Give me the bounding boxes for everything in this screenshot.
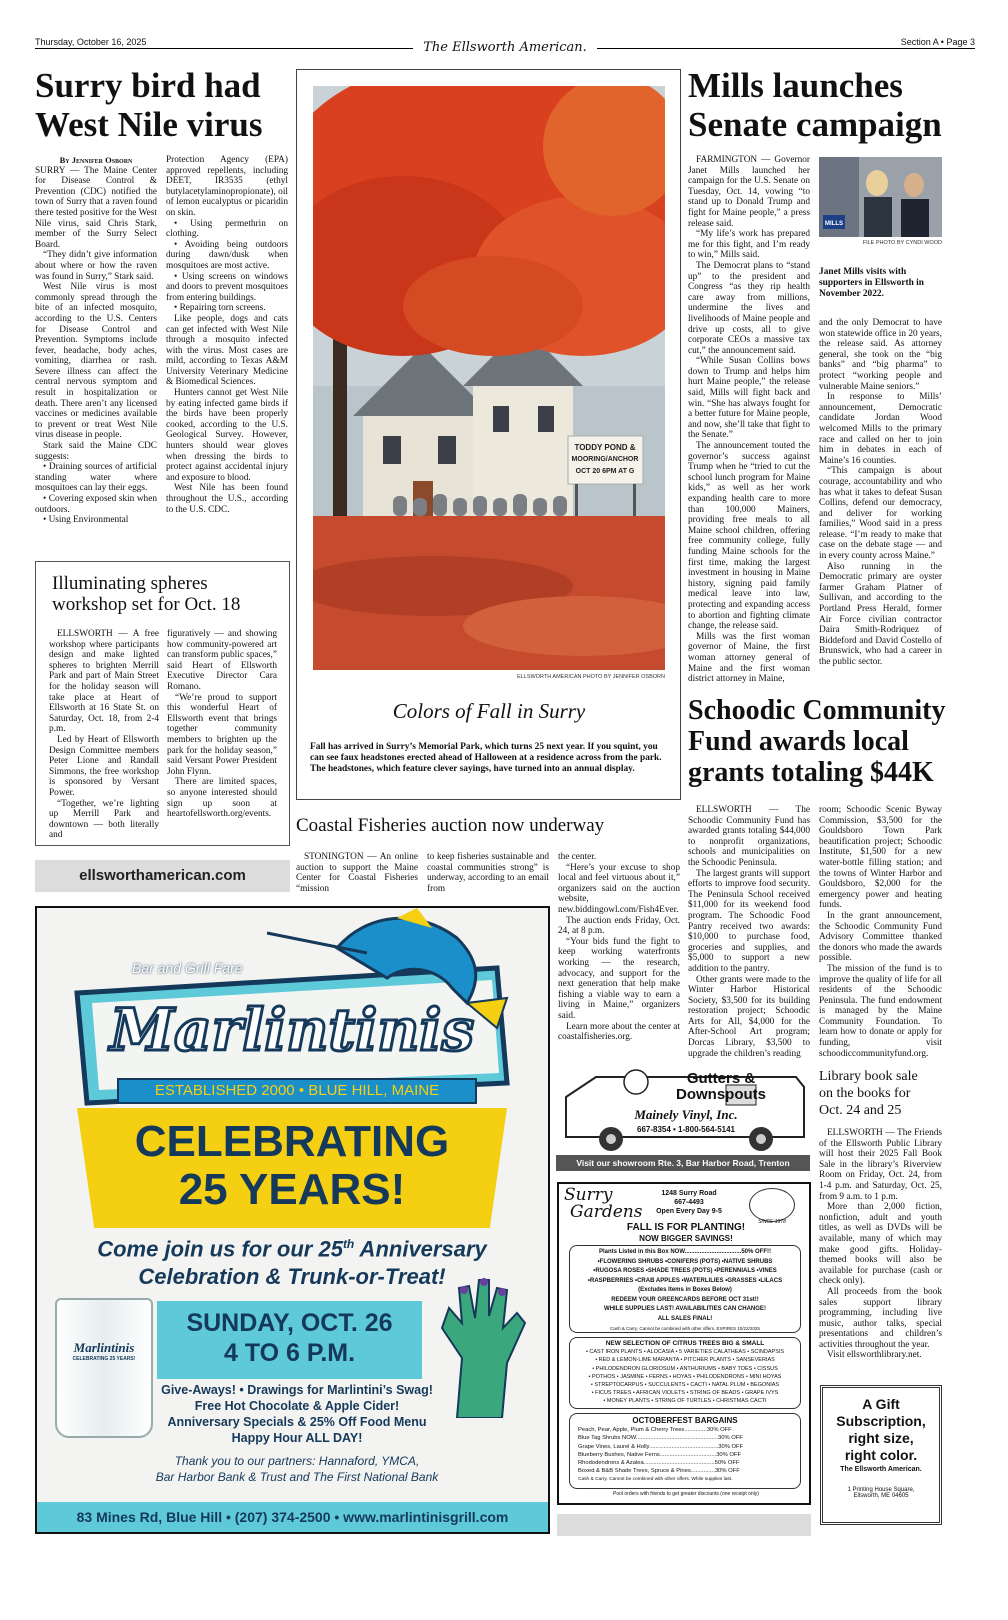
flower-icon bbox=[749, 1188, 795, 1222]
fall-photo bbox=[313, 86, 665, 670]
library-headline: Library book sale on the books for Oct. 24 and 25 bbox=[819, 1069, 918, 1118]
anniversary-invite: Come join us for our 25th Anniversary Celebration & Trunk-or-Treat! bbox=[97, 1236, 487, 1290]
gardens-headline: FALL IS FOR PLANTING! bbox=[626, 1222, 746, 1233]
gardens-box-3: OCTOBERFEST BARGAINS Peach, Pear, Apple, Plum & Cherry Trees..............30% OFF Blue Tag Shrubs NOW...................................................30% OFF Grape Vines, Laurel & Holly...........................................30% OFF Blueberry Bushes, Native Ferns...................................30% OFF Rhododendrons & Azalea............................................50% OFF Boxed & B&B Shade Trees, Spruce & Pines...............30% OFF Cash & Carry. Cannot be combined with other offers. While supplies last. bbox=[569, 1413, 801, 1489]
gift-line-3: right size, bbox=[848, 1430, 914, 1446]
issue-date: Thursday, October 16, 2025 bbox=[35, 37, 147, 47]
gift-address-1: 1 Printing House Square, bbox=[847, 1487, 915, 1493]
mills-headline: Mills launches Senate campaign bbox=[688, 66, 942, 144]
mainely-showroom: Visit our showroom Rte. 3, Bar Harbor Road, Trenton bbox=[556, 1155, 810, 1171]
mills-photo-graphic bbox=[819, 157, 942, 237]
gift-address-2: Ellsworth, ME 04605 bbox=[853, 1493, 909, 1499]
spheres-col2: figuratively — and showing how community-powered art can transform public spaces,” said Heart of Ellsworth Executive Director Cara Romano. “We’re proud to support this wonderful Heart of Ellsworth event that brings together community members to brighten up the park for the holiday season,” said Versant Power President John Flynn. There are limited spaces, so anyone interested should sign up soon at heartofellsworth.org/events. bbox=[167, 629, 277, 820]
since-text: SINCE 1978 bbox=[758, 1219, 786, 1225]
mainely-vinyl-ad[interactable] bbox=[556, 1067, 810, 1173]
event-time: 4 TO 6 P.M. bbox=[223, 1339, 356, 1367]
marlintinis-logo: Marlintinis bbox=[109, 996, 475, 1064]
mainely-phones: 667-8354 • 1-800-564-5141 bbox=[637, 1125, 735, 1134]
schoodic-col1: ELLSWORTH — The Schoodic Community Fund has awarded grants totaling $44,000 to nonprofit organizations, schools and municipalities on the Schoodic Peninsula. The largest grants will support efforts to improve food security. The Peninsula School received $11,000 for its weekend food program. The Schoodic Food Pantry received two awards: $10,000 to purchase food, groceries and supplies, and $5,000 to support a new addition to the pantry. Other grants were made to the Winter Harbor Historical Society, $3,500 for its building restoration project; Schoodic Arts for All, $4,000 for the After-School Art program; Dorcas Library, $3,500 to upgrade the children’s reading bbox=[688, 805, 810, 1059]
photo-credit: ELLSWORTH AMERICAN PHOTO BY JENNIFER OSBORN bbox=[517, 674, 665, 680]
marlintinis-established: ESTABLISHED 2000 • BLUE HILL, MAINE bbox=[117, 1078, 477, 1104]
schoodic-col2: room; Schoodic Scenic Byway Commission, $3,500 for the Gouldsboro Town Park beautification project; Schoodic Institute, $1,500 for a new water-bottle filling station; and the towns of Winter Harbor and Gouldsboro, $2,000 for the emergency power and heating funds. In the grant announcement, the Schoodic Community Fund Advisory Committee thanked the donors who made the awards possible. The mission of the fund is to improve the quality of life for all residents of the Schoodic Peninsula. The fund endowment is managed by the Maine Community Foundation. To learn how to donate or apply for funding, visit schoodiccommunityfund.org. bbox=[819, 805, 942, 1059]
mills-col2: and the only Democrat to have won statewide office in 20 years, the release said. As attorney general, she took on the “big banks” and “big pharma” to protect “working people and vulnerable Maine seniors.” In response to Mills’ announcement, Democratic candidate Jordan Wood welcomed Mills to the primary race and called on her to join him in debates in each of Maine’s 16 counties. “This campaign is about courage, accountability and who has what it takes to defeat Susan Collins, defend our democracy, and deliver for working families,” Wood said in a press release. “I’m ready to make that case on the debate stage — and in every county across Maine.” Also running in the Democratic primary are oyster farmer Graham Platner of Sullivan, and according to the Portland Press Herald, former Air Force civilian contractor Daira Smith-Rodriquez of Biddeford and David Costello of Brunswick, who had a career in the public sector. bbox=[819, 318, 942, 667]
spheres-col1: ELLSWORTH — A free workshop where participants design and make lighted spheres to brighten Merrill Park and part of Main Street for the holiday season will take place at Heart of Ellsworth at 16 State St. on Saturday, Oct. 18, from 2-4 p.m. Led by Heart of Ellsworth Design Committee members Peter Lione and Randall Simmons, the free workshop is sponsored by Versant Power. “Together, we’re lighting up Merrill Park and downtown — both literally and bbox=[49, 629, 159, 841]
site-banner[interactable]: ellsworthamerican.com bbox=[35, 860, 290, 892]
glass-sub: CELEBRATING 25 YEARS! bbox=[72, 1356, 136, 1362]
anniversary-glass bbox=[55, 1298, 153, 1438]
gift-line-1: A Gift bbox=[862, 1396, 900, 1412]
schoodic-headline: Schoodic Community Fund awards local grants totaling $44K bbox=[688, 695, 946, 788]
gift-paper: The Ellsworth American. bbox=[840, 1466, 922, 1473]
grey-bar bbox=[557, 1514, 811, 1536]
gift-subscription-ad[interactable] bbox=[820, 1385, 942, 1525]
mainely-company: Mainely Vinyl, Inc. bbox=[634, 1107, 738, 1122]
gardens-footer: Pool orders with friends to get greater discounts (one receipt only) bbox=[613, 1491, 759, 1497]
gift-line-4: right color. bbox=[844, 1447, 918, 1463]
mills-col1: FARMINGTON — Governor Janet Mills launched her campaign for the U.S. Senate on Tuesday, Oct. 14, vowing “to stand up to Donald Trump and fight for Maine people,” a press release said. “My life’s work has prepared me for this fight, and I’m ready to win,” Mills said. The Democrat plans to “stand up” to the president and Congress “as they rip health care away from millions, undermine the lives and livelihoods of Maine people and drive up costs, all to give corporate CEOs a massive tax cut,” the announcement said. “While Susan Collins bows down to Trump and helps him hurt Maine people,” the release said, Mills will fight back and win. “She has always fought for a better future for Maine people, and now, she’ll take that fight to the Senate.” The announcement touted the governor’s success against Trump when he “tried to cut the school lunch program for Maine kids,” as well as her work expanding health care to more than 100,000 Mainers, providing free meals to all Maine school children, offering free community college, fully funding Maine schools for the first time, making the largest investment in housing in Maine history, signing paid family medical leave into law, protecting and expanding access to abortion and fighting climate change, the release said. Mills was the first woman governor of Maine, the first woman attorney general of Maine and the first woman district attorney in Maine, bbox=[688, 155, 810, 685]
surry-byline: By Jennifer Osborn bbox=[59, 155, 133, 165]
mills-photo bbox=[819, 157, 942, 237]
mills-photo-credit: FILE PHOTO BY CYNDI WOOD bbox=[862, 240, 942, 246]
gift-line-2: Subscription, bbox=[836, 1413, 926, 1429]
sign-line-2: MOORING/ANCHOR bbox=[571, 456, 639, 463]
photo-title: Colors of Fall in Surry bbox=[392, 699, 586, 723]
gardens-box-1: Plants Listed in this Box NOW..................................50% OFF!! •FLOWERING SHRUBS •CONIFERS (POTS) •NATIVE SHRUBS •RUGOSA ROSES •SHADE TREES (POTS) •PERENNIALS •VINES •RASPBERRIES •CRAB APPLES •WATERLILIES •GRASSES •LILACS (Excludes Items in Boxes Below) REDEEM YOUR GREENCARDS BEFORE OCT 31st!! WHILE SUPPLIES LAST! AVAILABILITIES CAN CHANGE! ALL SALES FINAL! Cash & Carry. Cannot be combined with other offers. EXPIRES 10/22/2025 bbox=[569, 1245, 801, 1333]
fisheries-headline: Coastal Fisheries auction now underway bbox=[296, 815, 605, 836]
surry-col1: By Jennifer Osborn SURRY — The Maine Center for Disease Control & Prevention (CDC) notified the town of Surry that a raven found there tested positive for the West Nile virus, said Chris Stark, member of the Surry Select Board. “They didn’t give information about where or how the raven was found in Surry,” Stark said. West Nile virus is most commonly spread through the bite of an infected mosquito, according to the U.S. Centers for Disease Control and Prevention. Symptoms include fever, headache, body aches, vomiting, diarrhea or rash. Severe illness can affect the central nervous symptom and result in hospitalization or death. There aren’t any licensed vaccines or medicines available to prevent or treat West Nile virus disease in people. Stark said the Maine CDC suggests: • Draining sources of artificial standing water where mosquitoes can lay their eggs. • Covering exposed skin when outdoors. • Using Environmental bbox=[35, 155, 157, 526]
glass-logo: Marlintinis bbox=[73, 1340, 135, 1355]
surry-gardens-logo: Surry Gardens bbox=[564, 1185, 643, 1222]
mainely-title: Gutters & Downspouts bbox=[676, 1070, 766, 1103]
marlintinis-ad[interactable] bbox=[35, 906, 550, 1534]
spheres-headline: Illuminating spheres workshop set for Oct. 18 bbox=[52, 573, 241, 615]
partners-thanks: Thank you to our partners: Hannaford, YMCA, Bar Harbor Bank & Trust and The First National Bank bbox=[155, 1454, 439, 1484]
sign-line-1: TODDY POND & bbox=[574, 443, 636, 452]
celebrating-text: CELEBRATING bbox=[134, 1117, 450, 1166]
photo-caption: Fall has arrived in Surry’s Memorial Park, which turns 25 next year. If you squint, you can see faux headstones erected ahead of Halloween at a residence across from the park. The headstones, which feature clever sayings, have turned into an annual display. bbox=[310, 742, 662, 774]
marlintinis-footer[interactable]: 83 Mines Rd, Blue Hill • (207) 374-2500 • www.marlintinisgrill.com bbox=[37, 1502, 548, 1532]
header-rule-left bbox=[35, 48, 413, 49]
library-body: ELLSWORTH — The Friends of the Ellsworth Public Library will host their 2025 Fall Book Sale in the library’s Riverview Room on Friday, Oct. 24, from 1-4 p.m. and Saturday, Oct. 25, from 9 a.m. to 1 p.m. More than 2,000 fiction, nonfiction, adult and youth titles, as well as DVDs will be available, many of which may make good gifts. Holiday-themed books will also be available for purchase (cash or check only). All proceeds from the book sales support library programming, including live music, author talks, special presentations and children’s activities throughout the year. Visit ellsworthlibrary.net. bbox=[819, 1128, 942, 1361]
mills-sign: MILLS bbox=[825, 221, 843, 227]
years-text: 25 YEARS! bbox=[178, 1165, 406, 1214]
perks-list: Give-Aways! • Drawings for Marlintini’s Swag! Free Hot Chocolate & Apple Cider! Anniversary Specials & 25% Off Food Menu Happy Hour ALL DAY! bbox=[161, 1383, 433, 1445]
surry-gardens-ad[interactable] bbox=[557, 1182, 811, 1505]
surry-col2: Protection Agency (EPA) approved repellents, including DEET, IR3535 (ethyl butylacetylaminopropionate), oil of lemon eucalyptus or picaridin on skin. • Using permethrin on clothing. • Avoiding being outdoors during dawn/dusk when mosquitoes are most active. • Using screens on windows and doors to prevent mosquitoes from entering buildings. • Repairing torn screens. Like people, dogs and cats can get infected with West Nile through a mosquito infected with the virus. Most cases are mild, according to Texas A&M University Veterinary Medicine & Biomedical Sciences. Hunters cannot get West Nile by eating infected game birds if the birds have been properly cooked, according to the U.S. Geological Survey. However, hunters should wear gloves when dressing the birds to protect against accidental injury and exposure to blood. West Nile has been found throughout the U.S., according to the U.S. CDC. bbox=[166, 155, 288, 515]
gardens-subhead: NOW BIGGER SAVINGS! bbox=[639, 1234, 733, 1243]
mills-photo-caption: Janet Mills visits with supporters in Ellsworth in November 2022. bbox=[819, 267, 924, 299]
fall-photo-graphic bbox=[313, 86, 665, 670]
fisheries-col1: STONINGTON — An online auction to support the Maine Center for Coastal Fisheries “mission bbox=[296, 852, 418, 894]
surry-headline: Surry bird had West Nile virus bbox=[35, 66, 263, 144]
surry-gardens-contact: 1248 Surry Road 667-4493 Open Every Day 9-5 bbox=[656, 1190, 722, 1215]
event-date: SUNDAY, OCT. 26 bbox=[186, 1309, 393, 1337]
masthead: The Ellsworth American. bbox=[423, 40, 587, 55]
page-section: Section A • Page 3 bbox=[900, 37, 975, 47]
fisheries-col2: to keep fisheries sustainable and coastal communities strong” is underway, according to an email from bbox=[427, 852, 549, 894]
header-rule-right bbox=[597, 48, 975, 49]
gardens-box-2: NEW SELECTION OF CITRUS TREES BIG & SMALL • CAST IRON PLANTS • ALOCASIA • 5 VARIETIES CALATHEAS • SCINDAPSIS • RED & LEMON-LIME MARANTA • PITCHER PLANTS • SANSEVERIAS • PHILODENDRON GLORIOSUM • ANTHURIUMS • BABY TOES • CISSUS • POTHOS • JASMINE • FERNS • HOYAS • PHILODENDRONS • MINI HOYAS • STREPTOCARPUS • SUCCULENTS • CACTI • NATAL PLUM • BEGONIAS • FICUS TREES • AFRICAN VIOLETS • STRING OF BEADS • GRAPE IVYS • MONEY PLANTS • STRING OF TURTLES • CHRISTMAS CACTI bbox=[569, 1337, 801, 1409]
marlintinis-tagline: Bar and Grill Fare bbox=[132, 960, 243, 976]
sign-line-3: OCT 20 6PM AT G bbox=[575, 468, 635, 475]
fisheries-col3: the center. “Here’s your excuse to shop local and feel virtuous about it,” organizers said on the auction website, new.biddingowl.com/Fish4Ever. The auction ends Friday, Oct. 24, at 8 p.m. “Your bids fund the fight to keep working waterfronts working — the research, advocacy, and support for the next generation that help make fishing a viable way to earn a living in Maine,” organizers said. Learn more about the center at coastalfisheries.org. bbox=[558, 852, 680, 1043]
